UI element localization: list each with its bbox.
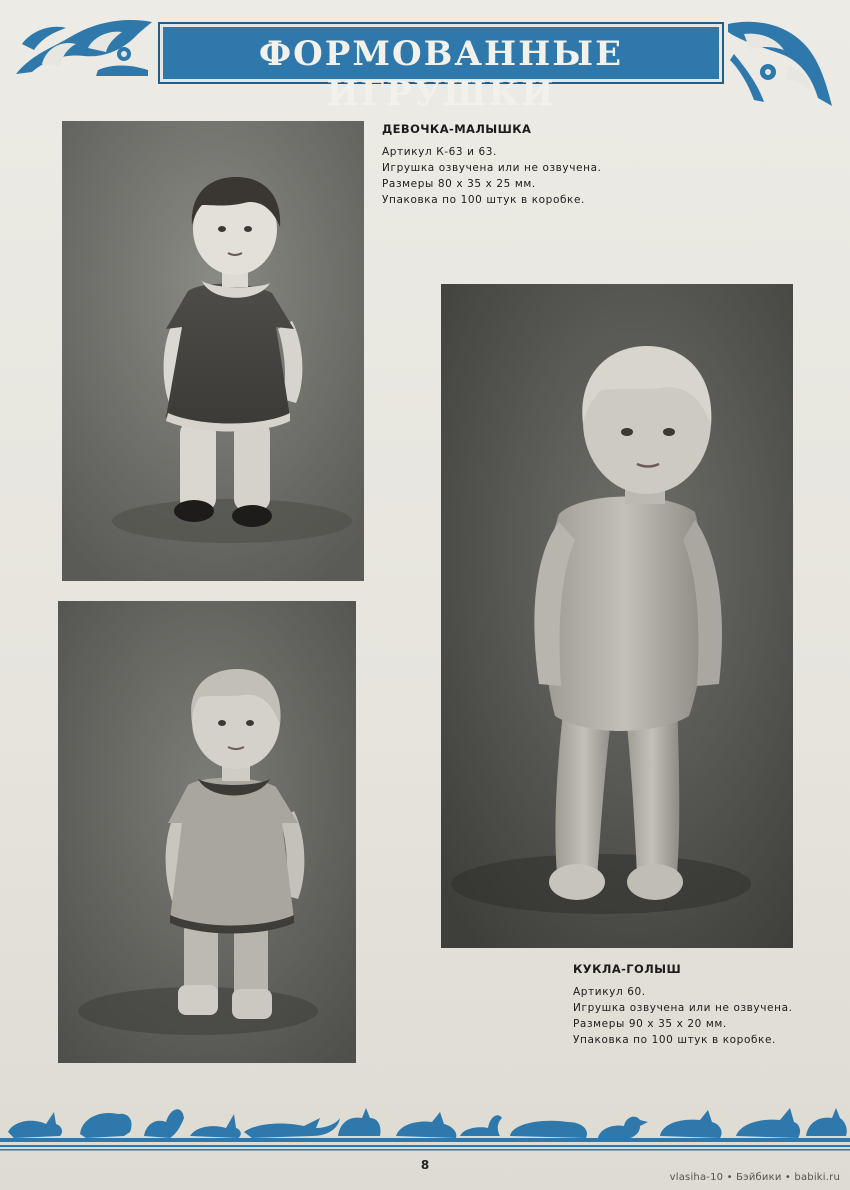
header-banner <box>158 22 724 114</box>
product-sound: Игрушка озвучена или не озвучена. <box>382 162 602 174</box>
animal-frieze-icon <box>0 1088 850 1154</box>
product-packaging: Упаковка по 100 штук в коробке. <box>382 194 585 206</box>
photo-doll-girl-light <box>58 601 356 1063</box>
product-packaging: Упаковка по 100 штук в коробке. <box>573 1034 776 1046</box>
product-title: ДЕВОЧКА-МАЛЫШКА <box>382 122 532 136</box>
doll-naked-baby-icon <box>441 284 793 948</box>
doll-girl-dark-hair-icon <box>62 121 364 581</box>
product-caption-naked-doll <box>573 962 793 1048</box>
product-dimensions: Размеры 80 х 35 х 25 мм. <box>382 178 536 190</box>
product-dimensions: Размеры 90 х 35 х 20 мм. <box>573 1018 727 1030</box>
product-article: Артикул К-63 и 63. <box>382 146 497 158</box>
page-number: 8 <box>420 1158 430 1172</box>
left-scroll-ornament-icon <box>12 14 158 80</box>
product-title: КУКЛА-ГОЛЫШ <box>573 962 682 976</box>
doll-girl-light-hair-icon <box>58 601 356 1063</box>
right-scroll-ornament-icon <box>724 14 836 114</box>
product-caption-girl-doll <box>382 122 602 208</box>
photo-doll-girl-baby <box>62 121 364 581</box>
page-title: ФОРМОВАННЫЕ ИГРУШКИ <box>258 34 624 114</box>
product-article: Артикул 60. <box>573 986 646 998</box>
watermark: vlasiha-10 • Бэйбики • babiki.ru <box>669 1172 840 1183</box>
photo-doll-naked-baby <box>441 284 793 948</box>
product-sound: Игрушка озвучена или не озвучена. <box>573 1002 793 1014</box>
